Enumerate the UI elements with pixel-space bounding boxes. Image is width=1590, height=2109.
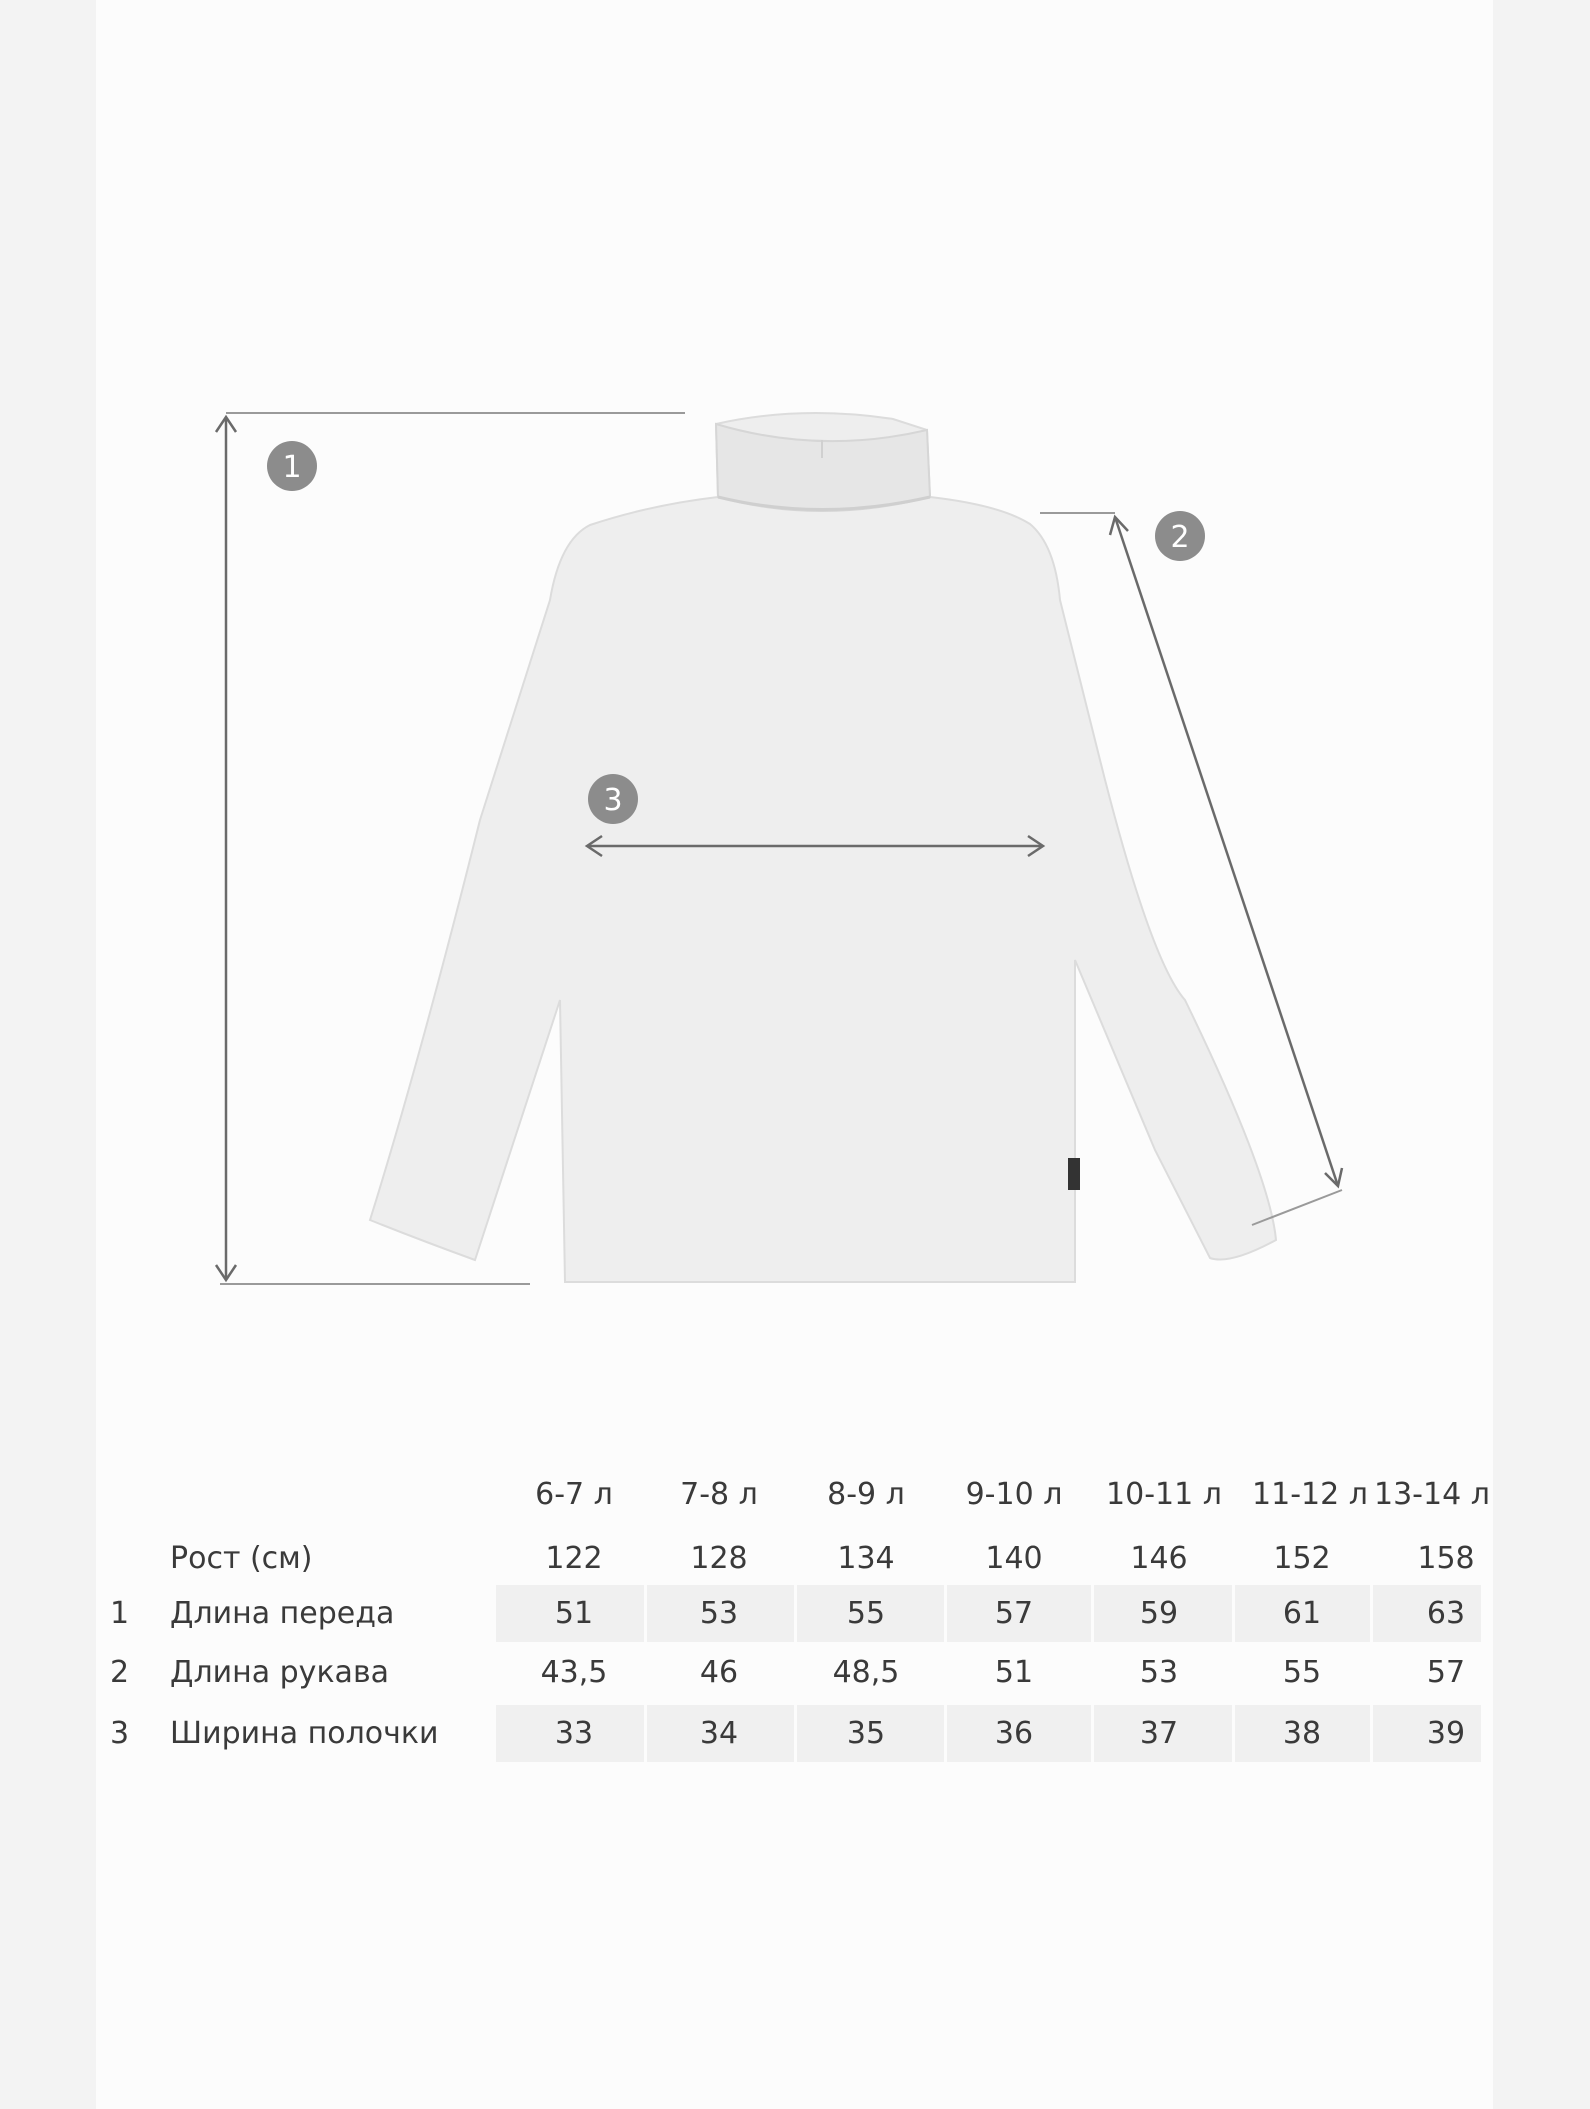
marker-2-label: 2 [1170,520,1190,555]
table-row [96,1705,1481,1762]
marker-3-badge [588,774,638,824]
row-label: Длина рукава [170,1655,390,1690]
table-cell: 128 [690,1541,748,1576]
table-cell: 63 [1426,1596,1466,1631]
size-header: 11-12 л [1252,1477,1368,1512]
size-header: 9-10 л [965,1477,1063,1512]
table-cell: 57 [1426,1655,1466,1690]
table-cell: 48,5 [832,1655,900,1690]
size-header: 8-9 л [827,1477,905,1512]
row-label: Рост (см) [170,1541,313,1576]
table-cell: 140 [985,1541,1043,1576]
table-cell: 122 [545,1541,603,1576]
table-cell: 51 [554,1596,594,1631]
table-cell: 46 [699,1655,739,1690]
table-cell: 38 [1282,1716,1322,1751]
row-number [110,1530,150,1587]
table-cell: 53 [699,1596,739,1631]
table-cell: 39 [1426,1716,1466,1751]
size-header: 10-11 л [1106,1477,1222,1512]
table-cell: 37 [1139,1716,1179,1751]
row-number: 2 [110,1655,130,1690]
row-number: 3 [110,1716,130,1751]
turtleneck-shirt-image [370,413,1276,1282]
table-cell: 43,5 [540,1655,608,1690]
table-cell: 152 [1273,1541,1331,1576]
table-cell: 35 [846,1716,886,1751]
marker-3-label: 3 [603,783,623,818]
table-row [96,1585,1481,1642]
table-cell: 57 [994,1596,1034,1631]
table-cell: 55 [846,1596,886,1631]
size-header: 6-7 л [535,1477,613,1512]
row-label: Ширина полочки [170,1716,439,1751]
table-cell: 61 [1282,1596,1322,1631]
brand-tag [1068,1158,1080,1190]
row-number: 1 [110,1596,130,1631]
table-cell: 55 [1282,1655,1322,1690]
table-cell: 36 [994,1716,1034,1751]
table-cell: 34 [699,1716,739,1751]
table-cell: 146 [1130,1541,1188,1576]
table-cell: 59 [1139,1596,1179,1631]
table-cell: 33 [554,1716,594,1751]
table-cell: 51 [994,1655,1034,1690]
marker-2-badge [1155,511,1205,561]
size-header-row [96,1470,1490,1520]
table-cell: 158 [1417,1541,1475,1576]
marker-1-label: 1 [282,450,302,485]
row-label: Длина переда [170,1596,395,1631]
table-row [96,1530,1481,1587]
size-header: 13-14 л [1374,1477,1490,1512]
table-row [96,1644,1481,1701]
size-header: 7-8 л [680,1477,758,1512]
marker-1-badge [267,441,317,491]
table-cell: 134 [837,1541,895,1576]
table-cell: 53 [1139,1655,1179,1690]
